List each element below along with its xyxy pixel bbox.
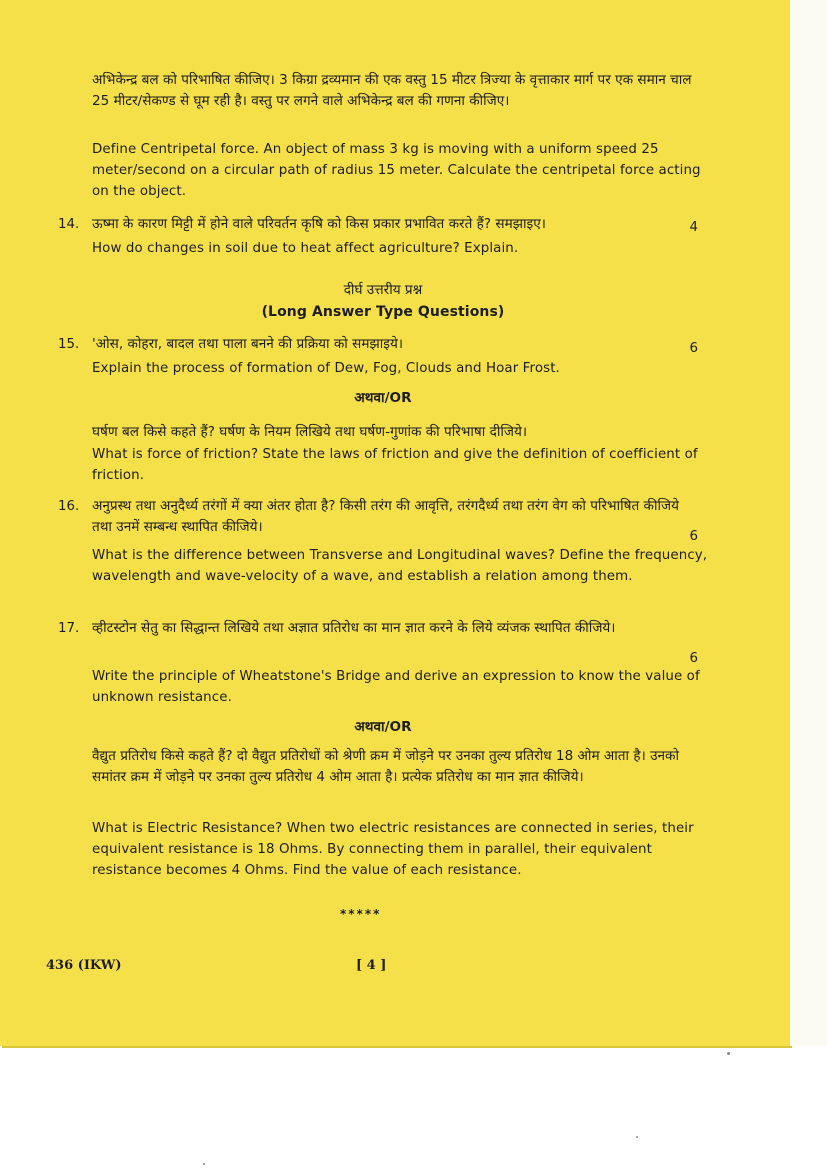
q14-number: 14. [58, 217, 80, 232]
q16-marks: 6 [689, 529, 698, 544]
top-hindi-text: अभिकेन्द्र बल को परिभाषित कीजिए। 3 किग्रा द्रव्यमान की एक वस्तु 15 मीटर त्रिज्या के वृत्ताकार मार्ग पर एक समान चाल 25 मीटर/सेकण्ड से घूम रही है। वस्तु पर लगने वाले अभिकेन्द्र बल की गणना कीजिए। [92, 72, 692, 109]
q17-or-label: अथवा/OR [354, 719, 412, 735]
q14-english: How do changes in soil due to heat affect agriculture? Explain. [92, 241, 519, 256]
q15-marks: 6 [689, 341, 698, 356]
scan-margin [790, 0, 827, 1046]
q17-marks: 6 [689, 651, 698, 666]
section-english-title: (Long Answer Type Questions) [261, 304, 505, 320]
top-english-text: Define Centripetal force. An object of mass 3 kg is moving with a uniform speed 25 meter/second on a circular path of radius 15 meter. Calculate the centripetal force acting on the object. [92, 142, 701, 199]
q15-number: 15. [58, 337, 80, 352]
q14-hindi: ऊष्मा के कारण मिट्टी में होने वाले परिवर्तन कृषि को किस प्रकार प्रभावित करते हैं? समझाइए। [92, 216, 546, 232]
scan-speck [203, 1163, 205, 1165]
q16-number: 16. [58, 499, 80, 514]
q15-or-hindi: घर्षण बल किसे कहते हैं? घर्षण के नियम लिखिये तथा घर्षण-गुणांक की परिभाषा दीजिये। [92, 424, 527, 440]
q17-hindi: व्हीटस्टोन सेतु का सिद्धान्त लिखिये तथा अज्ञात प्रतिरोध का मान ज्ञात करने के लिये व्यंजक स्थापित कीजिये। [92, 620, 616, 636]
footer-page-number: [ 4 ] [356, 958, 387, 973]
q17-or-english: What is Electric Resistance? When two electric resistances are connected in series, their equivalent resistance is 18 Ohms. By connecting them in parallel, their equivalent resistance becomes 4 Ohms. Find the value of each resistance. [92, 821, 694, 878]
q17-english: Write the principle of Wheatstone's Bridge and derive an expression to know the value of unknown resistance. [92, 669, 700, 705]
q16-hindi: अनुप्रस्थ तथा अनुदैर्ध्य तरंगों में क्या अंतर होता है? किसी तरंग की आवृत्ति, तरंगदैर्ध्य तथा तरंग वेग को परिभाषित कीजिये तथा उनमें सम्बन्ध स्थापित कीजिये। [92, 498, 679, 535]
q17-number: 17. [58, 621, 80, 636]
scan-speck [636, 1136, 638, 1138]
q15-hindi: 'ओस, कोहरा, बादल तथा पाला बनने की प्रक्रिया को समझाइये। [92, 336, 403, 352]
scan-speck [727, 1052, 730, 1055]
section-hindi-title: दीर्घ उत्तरीय प्रश्न [343, 282, 423, 298]
q17-or-hindi: वैद्युत प्रतिरोध किसे कहते हैं? दो वैद्युत प्रतिरोधों को श्रेणी क्रम में जोड़ने पर उनका तुल्य प्रतिरोध 18 ओम आता है। उनको समांतर क्रम में जोड़ने पर उनका तुल्य प्रतिरोध 4 ओम आता है। प्रत्येक प्रतिरोध का मान ज्ञात कीजिये। [92, 748, 680, 785]
end-marker: ***** [340, 907, 382, 921]
footer-code: 436 (IKW) [46, 958, 122, 973]
q16-english: What is the difference between Transverse and Longitudinal waves? Define the frequency, wavelength and wave-velocity of a wave, and establish a relation among them. [92, 548, 708, 584]
q15-english: Explain the process of formation of Dew, Fog, Clouds and Hoar Frost. [92, 361, 560, 376]
q14-marks: 4 [689, 220, 698, 235]
q15-or-english: What is force of friction? State the laws of friction and give the definition of coefficient of friction. [92, 447, 698, 483]
q15-or-label: अथवा/OR [354, 390, 412, 406]
